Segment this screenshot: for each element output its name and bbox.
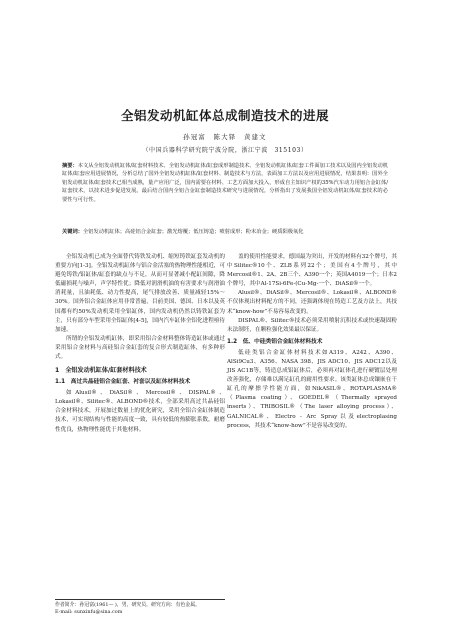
author-footnote [55,599,225,616]
author-list: 孙冠富 陈大铎 黄建文 [183,133,267,141]
abstract [62,162,388,204]
body-paragraph: 所谓的全铝发动机缸体，即采用铝合金材料整体铸造缸体或通过采用铝合金材料与高硅铝合金缸套的复合形式制造缸体，有多种形式。 [55,335,225,361]
body-paragraph: 全铝发动机已成为全面替代铸铁发动机、缩短铸铁缸套发动机的重要方向[1-3]。全铝发动机缸体与铝合金活塞的热物理性能相近，可避免铸铁/铝缸体/缸套的缺点与不足，从而可显著减小配缸间隙，降低磁损耗与噪声，声学特性优；降低对润滑机油的有害要求与润滑油消耗量，且油耗低、动力性提高，尾气排放改善、质量减轻15%～30%。国外铝合金缸体应用非常普遍，目前美国、德国、日本以及英国都有约50%发动机采用全铝缸体，国内发动机仍然以铸铁缸套为主，只有部分车型采用全铝缸体[4-5]，国内汽车缸体全铝化进程亟待加速。 [55,254,225,333]
body-paragraph: DISPAL®、Silitec®技术必须采用喷射沉积技术或快速凝固粉末法制坯，在颗粒强化效果最以保证。 [227,317,397,333]
body-paragraph: 低硅类铝合金缸体材料技术如A319、A242、A390、AlSi9Cu3、A356、NASA 398、JIS ADC10、JIS ADC12以及JIS AC1B等，铸造总成铝缸体后，必须再对缸体孔进行硬镀层处理改善强化，存储难以满足缸孔的耐用性要求。该类缸体总成镶嵌在干缸孔的摩擦学性能方面，如NikASIL®、ROTAPLASMA®（Plasma coating）、GOEDEL®（Thermally sprayed inserts）、TRIBOSIL®（The laser alloying process）、GALNICAL®、Electro - Arc Spray以及electroplasing process，其技术“know-how”不是容易改变的。 [227,349,397,429]
section-heading-1: 1 全铝发动机缸体/缸套材料技术 [55,367,147,375]
paper-title: 全铝发动机缸体总成制造技术的进展 [120,108,329,123]
footnote-author: 作者简介：孙冠富(1961— )，男，研究员，研究方向：有色金属。 [55,602,200,608]
keywords-text: 全铝发动机缸体；高硅铝合金缸套；激光熔覆；低压铸造；喷射成形；粉末冶金；硬质阳极氧化 [83,229,304,235]
body-paragraph: Alusil®、DiASil®、Mercosil®、Lokasil®、ALBOND®不仅体现出材料配方的不同，还强调体现在铸造工艺及方法上，其技术“know-how”不易容易改变的。 [227,290,397,315]
affiliation: （中国兵器科学研究院宁波分院，浙江宁波 315103） [142,147,308,154]
abstract-text: 本文从全铝发动机缸体/缸套材料技术、全铝发动机缸体/缸套成形制造技术、全铝发动机缸体/缸套工件面加工技术以及国内全铝发动机缸体/缸套应用进展情况，分析总结了国外全铝发动机缸体/缸套材料、制造技术与方法，表面加工方法以及应用进展情况，结果表明：国外全铝发动机缸体/缸套技术已相当成熟，量产应用广泛，国内需要在材料、工艺方面加大投入，形成自主知识产权的35%汽车动力用铝合金缸体/缸套技术，以技术进步促进发展。最后结合国内全铝合金缸套制造技术研究与进展情况，分析指出了发展我国全铝发动机缸体/缸套技术的必要性与可行性。 [62,163,389,203]
section-heading-1-1: 1.1 高过共晶硅铝合金缸套、衬套以及缸体材料技术 [55,379,191,386]
section-heading-1-2: 1.2 低、中硅类铝合金缸体材料技术 [227,338,323,345]
keywords [62,228,388,236]
left-column [55,253,225,435]
body-paragraph: 盖的使用性能要求，德国最为突出，开发的材料有32个牌号，其中Silitec®10个、ZLB系列22个；美国有4个牌号，其中Mercosil®1、2A、2B三个、A390一个；英国A4019一个；日本2个牌号，其中Al-17Si-6Fe-(Cu-Mg-一个、DiASil®一个。 [227,254,397,288]
keywords-label: 关键词： [62,229,83,235]
right-column [227,253,397,431]
abstract-label: 摘要： [62,163,78,169]
body-paragraph: 如Alusil®、DiASil®、Mercosil®、DISPAL®、Lokasil®、Silitec®、ALBOND®技术，全部采用高过共晶硅铝合金材料技术，开展加过数量上的优化研究，采用全铝合金缸体制造技术，可实现结构与性能的高度一致，具有较低的热膨胀系数，耐磨性优良，热物理性能优于其他材料。 [55,390,225,433]
footnote-email: E-mail: sunxinfu@sina.com [55,609,123,616]
